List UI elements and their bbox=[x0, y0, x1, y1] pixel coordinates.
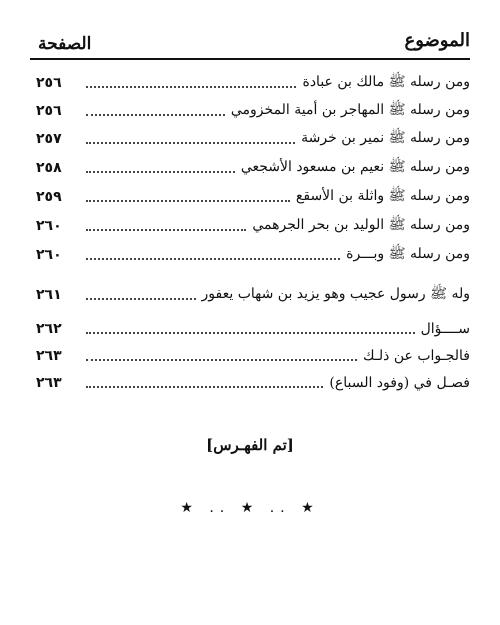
entry-title: فالجـواب عن ذلـك bbox=[363, 348, 470, 364]
toc-entry bbox=[36, 244, 470, 266]
toc-entry bbox=[36, 100, 470, 122]
entry-page-number: ٢٥٨ bbox=[36, 160, 62, 176]
entry-page-number: ٢٥٧ bbox=[36, 131, 62, 147]
leader-dots bbox=[86, 114, 225, 116]
entry-page-number: ٢٦٠ bbox=[36, 218, 62, 234]
toc-entry bbox=[36, 318, 470, 340]
leader-dots bbox=[86, 258, 340, 260]
toc-entry bbox=[36, 72, 470, 94]
leader-dots bbox=[86, 332, 415, 334]
entry-page-number: ٢٦٣ bbox=[36, 348, 62, 364]
entry-page-number: ٢٥٦ bbox=[36, 75, 62, 91]
toc-entry bbox=[36, 372, 470, 394]
leader-dots bbox=[86, 171, 235, 173]
leader-dots bbox=[86, 359, 357, 361]
entry-title: ومن رسله ﷺ واثلة بن الأسقع bbox=[295, 188, 470, 204]
toc-entry bbox=[36, 215, 470, 237]
leader-dots bbox=[86, 200, 290, 202]
toc-entry bbox=[36, 128, 470, 150]
toc-entry bbox=[36, 345, 470, 367]
entry-page-number: ٢٦٣ bbox=[36, 375, 62, 391]
entry-title: ومن رسله ﷺ نمير بن خرشة bbox=[301, 130, 470, 146]
entry-page-number: ٢٦٢ bbox=[36, 321, 62, 337]
toc-entry bbox=[36, 186, 470, 208]
entry-title: فصـل في (وفود السباع) bbox=[329, 375, 470, 391]
header-rule bbox=[30, 58, 470, 60]
entry-title: وله ﷺ رسول عجيب وهو يزيد بن شهاب يعفور bbox=[201, 286, 470, 302]
page-header bbox=[30, 28, 470, 62]
end-of-index-mark: [تم الفهـرس] bbox=[206, 436, 294, 454]
entry-title: ســــؤال bbox=[420, 321, 470, 337]
topic-column-label: الموضوع bbox=[404, 30, 470, 51]
entry-title: ومن رسله ﷺ مالك بن عبادة bbox=[302, 74, 470, 90]
leader-dots bbox=[86, 229, 246, 231]
leader-dots bbox=[86, 142, 295, 144]
page-column-label: الصفحة bbox=[38, 34, 92, 54]
entry-page-number: ٢٥٦ bbox=[36, 103, 62, 119]
entry-title: ومن رسله ﷺ وبـــرة bbox=[346, 246, 470, 262]
entry-title: ومن رسله ﷺ نعيم بن مسعود الأشجعي bbox=[240, 159, 470, 175]
toc-entry bbox=[36, 284, 470, 306]
toc-entry bbox=[36, 157, 470, 179]
leader-dots bbox=[86, 298, 196, 300]
entry-page-number: ٢٦٠ bbox=[36, 247, 62, 263]
entry-title: ومن رسله ﷺ الوليد بن بحر الجرهمي bbox=[252, 217, 470, 233]
entry-page-number: ٢٥٩ bbox=[36, 189, 62, 205]
leader-dots bbox=[86, 386, 323, 388]
entry-title: ومن رسله ﷺ المهاجر بن أمية المخزومي bbox=[230, 102, 470, 118]
entry-page-number: ٢٦١ bbox=[36, 287, 62, 303]
decorative-stars: ★ .. ★ .. ★ bbox=[180, 500, 320, 516]
leader-dots bbox=[86, 86, 296, 88]
